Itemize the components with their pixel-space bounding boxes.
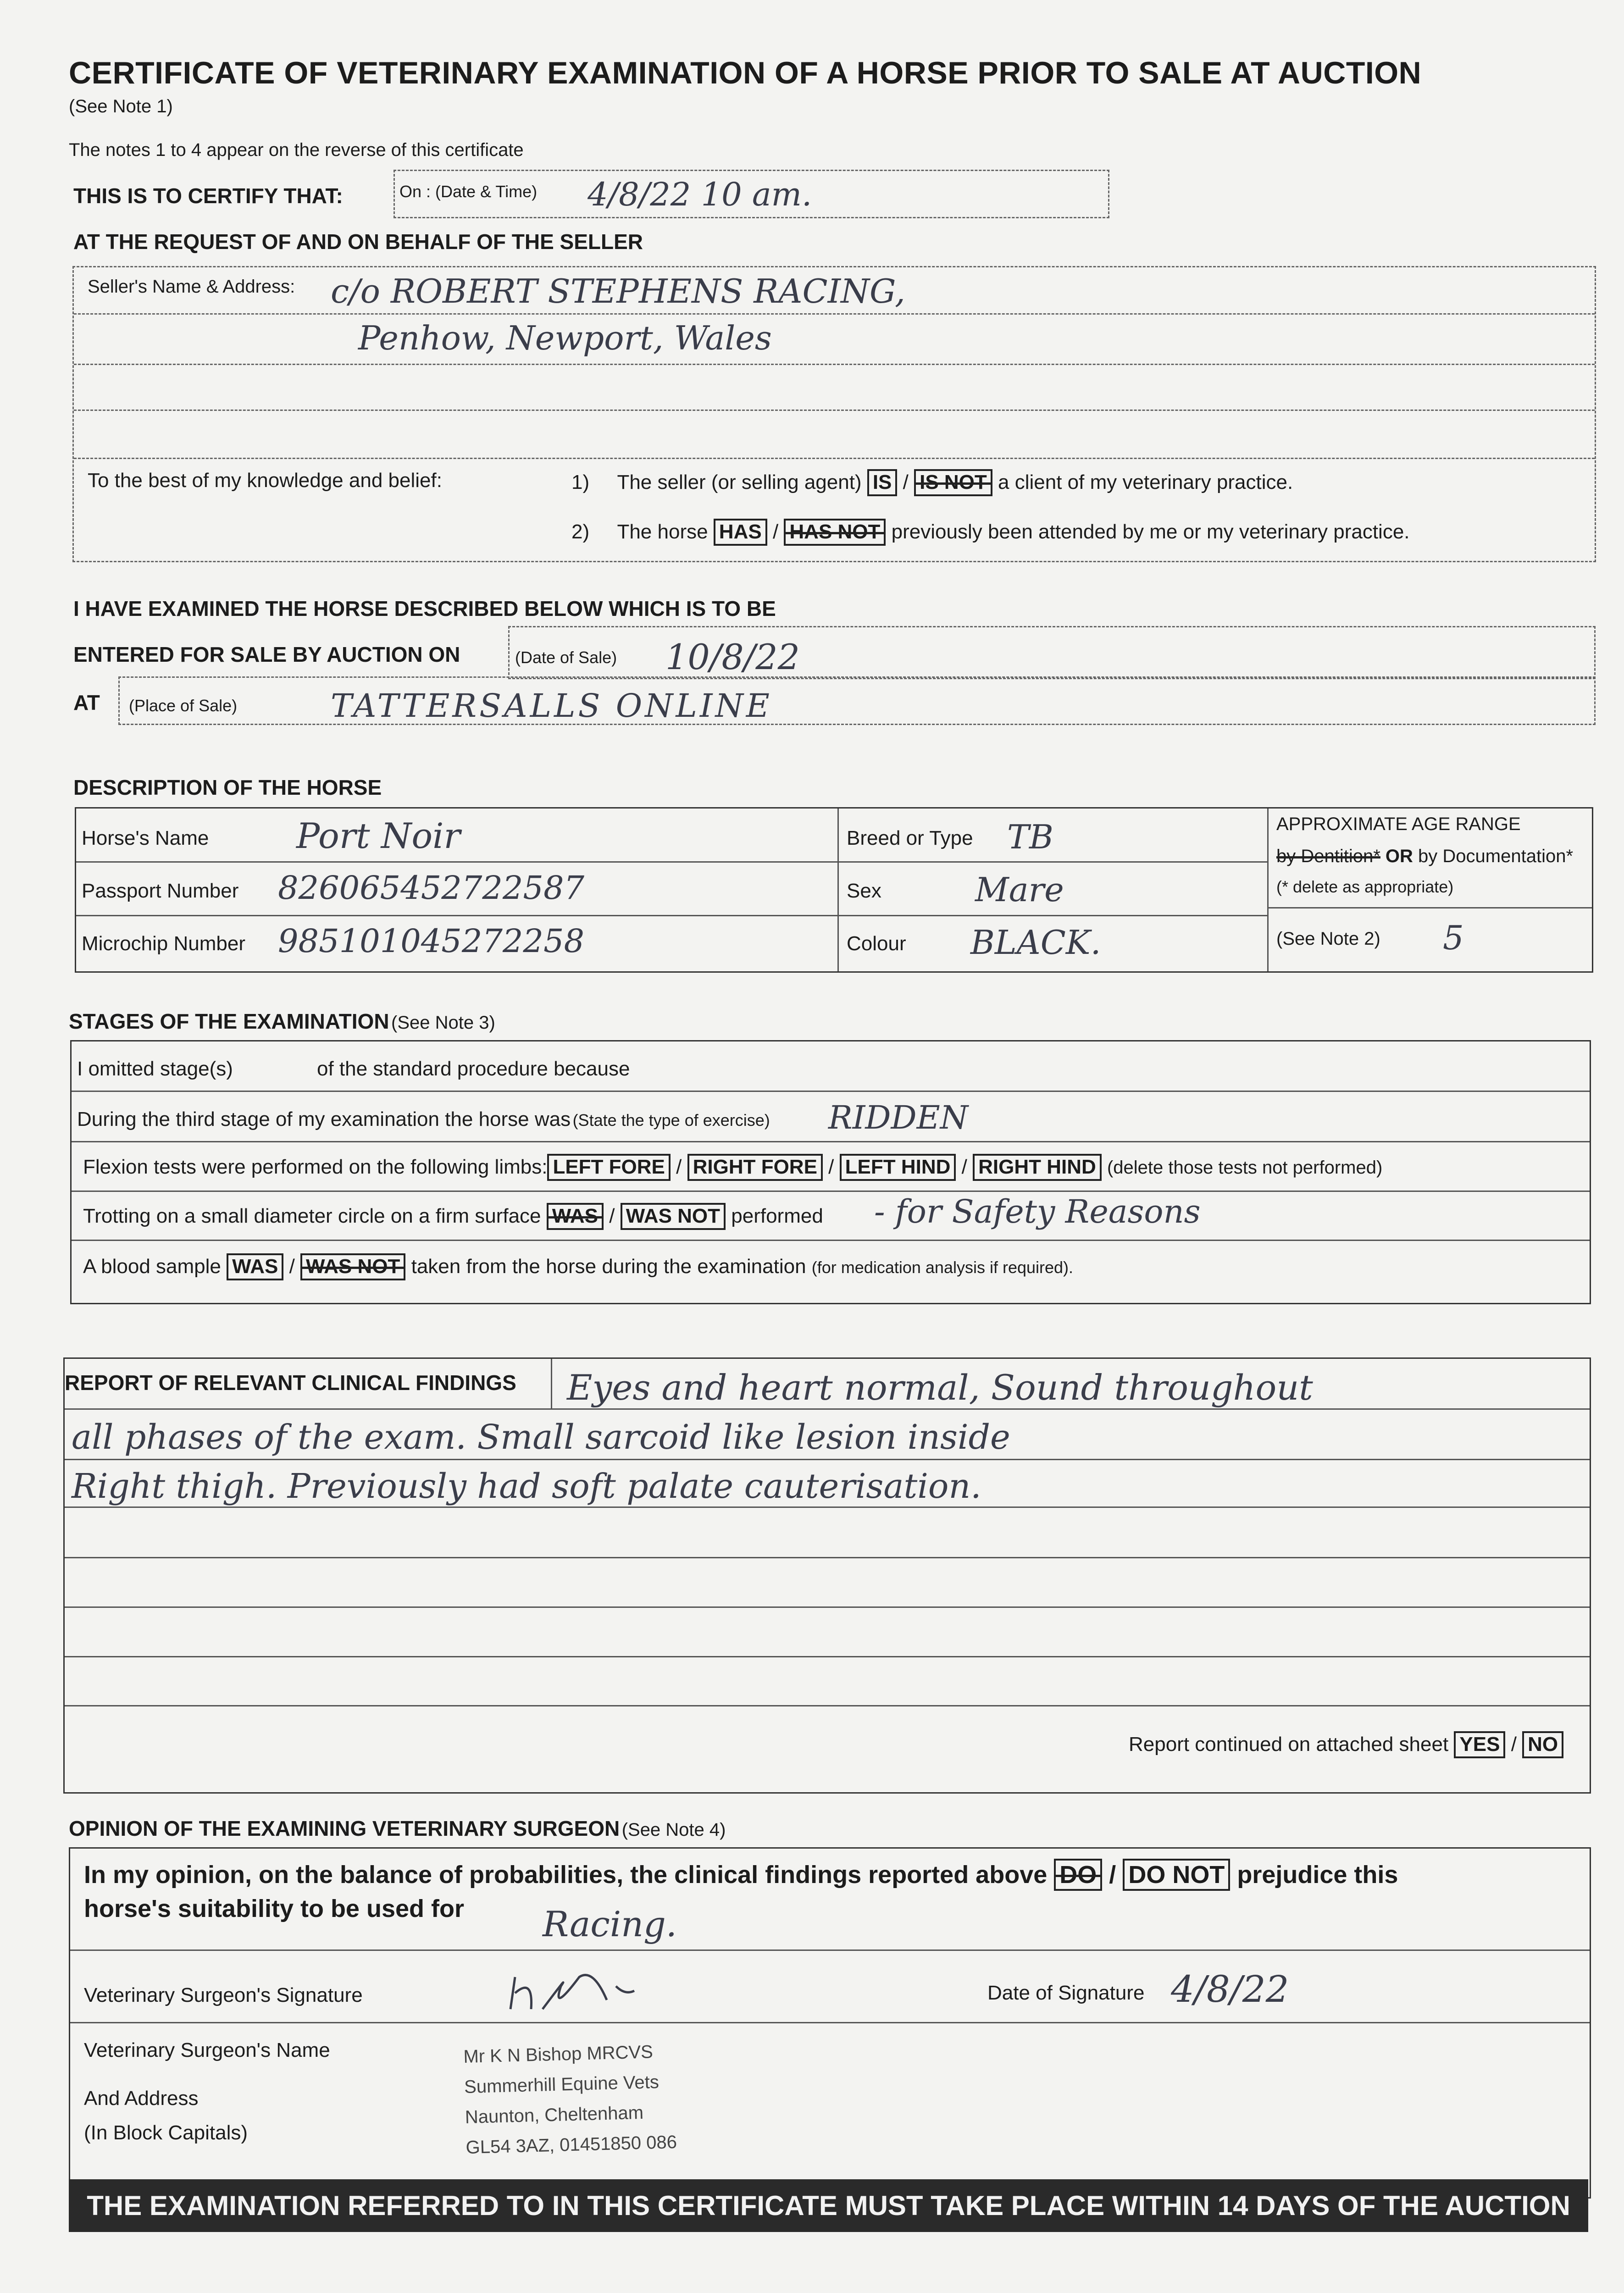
knowledge-item-1: 1) The seller (or selling agent) IS / IS NOT a client of my veterinary practice. [571, 469, 1293, 496]
breed-value[interactable]: TB [1007, 818, 1053, 856]
trot-reason[interactable]: - for Safety Reasons [874, 1193, 1201, 1230]
horse-name-label: Horse's Name [82, 827, 209, 849]
is-not-option[interactable]: IS NOT [914, 469, 992, 496]
examined-line2: ENTERED FOR SALE BY AUCTION ON [73, 642, 460, 666]
has-not-option[interactable]: HAS NOT [784, 519, 886, 546]
age-by-dentition[interactable]: by Dentition* [1276, 846, 1380, 866]
opinion-text-2: horse's suitability to be used for [84, 1895, 464, 1922]
suitability-use-value[interactable]: Racing. [543, 1904, 677, 1944]
report-line3[interactable]: Right thigh. Previously had soft palate cauterisation. [72, 1467, 981, 1506]
sale-date-box[interactable] [508, 626, 1596, 679]
on-date-label: On : (Date & Time) [399, 182, 538, 201]
date-of-signature-label: Date of Signature [987, 1982, 1145, 2004]
sale-place-box[interactable] [118, 676, 1596, 725]
stamp-line-1: Mr K N Bishop MRCVS [463, 2042, 654, 2067]
sale-place-label: (Place of Sale) [129, 696, 238, 715]
do-option[interactable]: DO [1054, 1859, 1102, 1891]
see-note-1: (See Note 1) [69, 96, 173, 116]
knowledge-label: To the best of my knowledge and belief: [88, 469, 442, 492]
age-value[interactable]: 5 [1443, 919, 1464, 957]
footer-banner: THE EXAMINATION REFERRED TO IN THIS CERTIFICATE MUST TAKE PLACE WITHIN 14 DAYS OF THE AUCTION [69, 2179, 1588, 2232]
stamp-line-3: Naunton, Cheltenham [465, 2102, 644, 2128]
trot-was-not-option[interactable]: WAS NOT [621, 1203, 726, 1230]
signature-label: Veterinary Surgeon's Signature [84, 1984, 363, 2006]
opinion-box [69, 1847, 1591, 2199]
certify-date-box[interactable] [394, 170, 1109, 218]
age-by-documentation[interactable]: by Documentation* [1418, 846, 1574, 866]
trot-row: Trotting on a small diameter circle on a firm surface WAS / WAS NOT performed [83, 1203, 823, 1230]
passport-value[interactable]: 826065452722587 [278, 869, 585, 907]
examined-line1: I HAVE EXAMINED THE HORSE DESCRIBED BELOW WHICH IS TO BE [73, 597, 776, 620]
continued-no[interactable]: NO [1522, 1731, 1563, 1758]
age-see-note-2: (See Note 2) [1276, 929, 1380, 949]
report-line1[interactable]: Eyes and heart normal, Sound throughout [567, 1367, 1313, 1408]
knowledge-item-2: 2) The horse HAS / HAS NOT previously been attended by me or my veterinary practice. [571, 519, 1410, 546]
blood-row: A blood sample WAS / WAS NOT taken from the horse during the examination (for medication analysis if required). [83, 1253, 1073, 1280]
stages-heading: STAGES OF THE EXAMINATION (See Note 3) [69, 1009, 495, 1033]
block-capitals-label: (In Block Capitals) [84, 2121, 248, 2144]
third-stage-row: During the third stage of my examination the horse was (State the type of exercise) [77, 1108, 770, 1130]
report-continued-row: Report continued on attached sheet YES / NO [1129, 1731, 1563, 1758]
sex-label: Sex [847, 880, 881, 902]
third-stage-value[interactable]: RIDDEN [828, 1099, 968, 1136]
certificate-title: CERTIFICATE OF VETERINARY EXAMINATION OF A HORSE PRIOR TO SALE AT AUCTION [69, 55, 1422, 90]
flexion-row: Flexion tests were performed on the following limbs: LEFT FORE / RIGHT FORE / LEFT HIND / RIGHT HIND (delete those tests not performed) [83, 1154, 1382, 1181]
sale-date-label: (Date of Sale) [515, 648, 617, 667]
stamp-line-4: GL54 3AZ, 01451850 086 [466, 2132, 677, 2158]
vet-signature [501, 1959, 676, 2023]
certify-date-value: 4/8/22 10 am. [588, 176, 812, 213]
age-delete-note: (* delete as appropriate) [1276, 877, 1454, 896]
blood-was-not-option[interactable]: WAS NOT [300, 1253, 405, 1280]
is-option[interactable]: IS [867, 469, 898, 496]
stages-table [70, 1040, 1591, 1304]
has-option[interactable]: HAS [714, 519, 767, 546]
stamp-line-2: Summerhill Equine Vets [464, 2071, 660, 2098]
age-method: by Dentition* OR by Documentation* [1276, 846, 1574, 866]
flex-left-fore[interactable]: LEFT FORE [547, 1154, 670, 1181]
do-not-option[interactable]: DO NOT [1123, 1859, 1230, 1891]
sex-value[interactable]: Mare [975, 870, 1064, 909]
vet-stamp [463, 2036, 677, 2163]
description-table [75, 807, 1593, 973]
certify-label: THIS IS TO CERTIFY THAT: [73, 184, 343, 208]
opinion-heading: OPINION OF THE EXAMINING VETERINARY SURGEON (See Note 4) [69, 1817, 726, 1840]
description-heading: DESCRIPTION OF THE HORSE [73, 775, 382, 799]
horse-name-value[interactable]: Port Noir [296, 815, 460, 856]
flex-right-hind[interactable]: RIGHT HIND [973, 1154, 1102, 1181]
seller-line1[interactable]: c/o ROBERT STEPHENS RACING, [331, 272, 905, 310]
at-label: AT [73, 691, 100, 714]
notes-text: The notes 1 to 4 appear on the reverse of this certificate [69, 140, 524, 160]
microchip-value[interactable]: 985101045272258 [278, 922, 585, 960]
sale-date-value: 10/8/22 [665, 637, 800, 677]
report-heading: REPORT OF RELEVANT CLINICAL FINDINGS [65, 1371, 516, 1395]
seller-line2[interactable]: Penhow, Newport, Wales [358, 319, 772, 357]
age-heading: APPROXIMATE AGE RANGE [1276, 814, 1521, 834]
vet-address-label: And Address [84, 2087, 199, 2110]
blood-was-option[interactable]: WAS [227, 1253, 283, 1280]
vet-name-label: Veterinary Surgeon's Name [84, 2039, 330, 2061]
passport-label: Passport Number [82, 880, 239, 902]
request-heading: AT THE REQUEST OF AND ON BEHALF OF THE SELLER [73, 230, 643, 254]
flex-right-fore[interactable]: RIGHT FORE [687, 1154, 823, 1181]
flex-left-hind[interactable]: LEFT HIND [840, 1154, 956, 1181]
colour-label: Colour [847, 932, 906, 955]
microchip-label: Microchip Number [82, 932, 245, 955]
seller-label: Seller's Name & Address: [88, 277, 295, 297]
date-of-signature-value[interactable]: 4/8/22 [1171, 1968, 1289, 2011]
report-box [63, 1357, 1591, 1794]
colour-value[interactable]: BLACK. [970, 923, 1101, 962]
continued-yes[interactable]: YES [1454, 1731, 1505, 1758]
breed-label: Breed or Type [847, 827, 973, 849]
seller-box [72, 266, 1596, 562]
omitted-label: I omitted stage(s) [77, 1058, 233, 1080]
trot-was-option[interactable]: WAS [547, 1203, 604, 1230]
report-line2[interactable]: all phases of the exam. Small sarcoid like lesion inside [72, 1418, 1010, 1457]
omitted-post: of the standard procedure because [317, 1058, 630, 1080]
opinion-text: In my opinion, on the balance of probabilities, the clinical findings reported above DO / DO NOT prejudice this [84, 1859, 1398, 1891]
sale-place-value: TATTERSALLS ONLINE [331, 687, 772, 725]
